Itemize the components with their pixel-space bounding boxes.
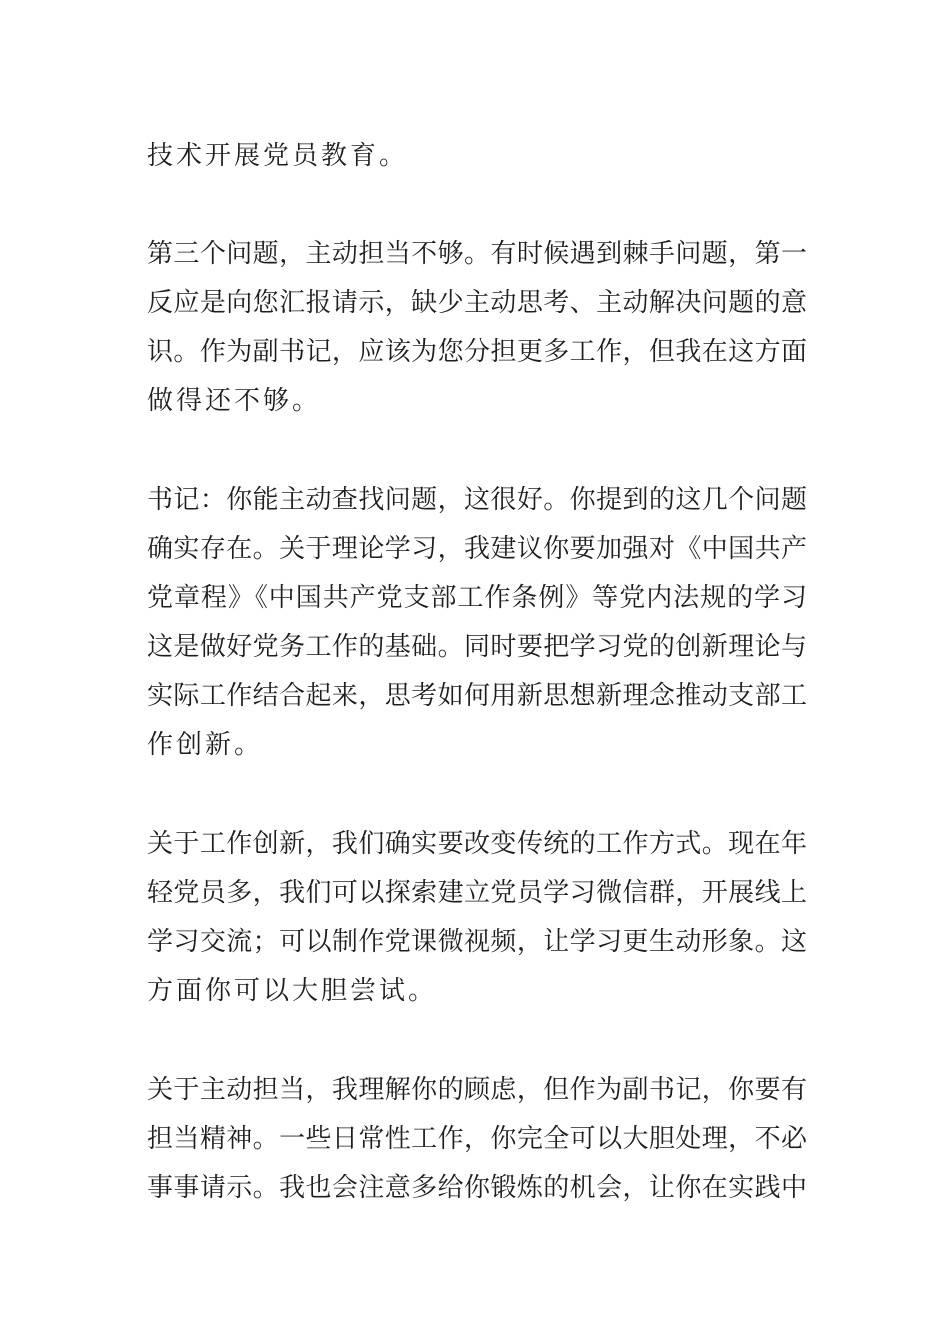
- paragraph-2-line-2: 反应是向您汇报请示，缺少主动思考、主动解决问题的意: [147, 288, 807, 318]
- paragraph-3-line-2: 确实存在。关于理论学习，我建议你要加强对《中国共产: [147, 534, 807, 564]
- paragraph-3-line-5: 实际工作结合起来，思考如何用新思想新理念推动支部工: [147, 681, 807, 711]
- paragraph-4-line-3: 学习交流；可以制作党课微视频，让学习更生动形象。这: [147, 927, 807, 957]
- paragraph-5-line-3: 事事请示。我也会注意多给你锻炼的机会，让你在实践中: [147, 1173, 807, 1203]
- paragraph-3-line-1: 书记：你能主动查找问题，这很好。你提到的这几个问题: [147, 485, 807, 515]
- paragraph-1-line-1: 技术开展党员教育。: [147, 141, 409, 171]
- paragraph-2-line-4: 做得还不够。: [147, 386, 322, 416]
- paragraph-5-line-1: 关于主动担当，我理解你的顾虑，但作为副书记，你要有: [147, 1075, 807, 1105]
- paragraph-3-line-3: 党章程》《中国共产党支部工作条例》等党内法规的学习: [147, 583, 807, 613]
- paragraph-4-line-4: 方面你可以大胆尝试。: [147, 976, 438, 1006]
- paragraph-2-line-1: 第三个问题，主动担当不够。有时候遇到棘手问题，第一: [147, 239, 807, 269]
- paragraph-3-line-4: 这是做好党务工作的基础。同时要把学习党的创新理论与: [147, 632, 807, 662]
- paragraph-2-line-3: 识。作为副书记，应该为您分担更多工作，但我在这方面: [147, 337, 807, 367]
- paragraph-4-line-1: 关于工作创新，我们确实要改变传统的工作方式。现在年: [147, 829, 807, 859]
- paragraph-5-line-2: 担当精神。一些日常性工作，你完全可以大胆处理，不必: [147, 1124, 807, 1154]
- paragraph-3-line-6: 作创新。: [147, 730, 264, 760]
- paragraph-4-line-2: 轻党员多，我们可以探索建立党员学习微信群，开展线上: [147, 878, 807, 908]
